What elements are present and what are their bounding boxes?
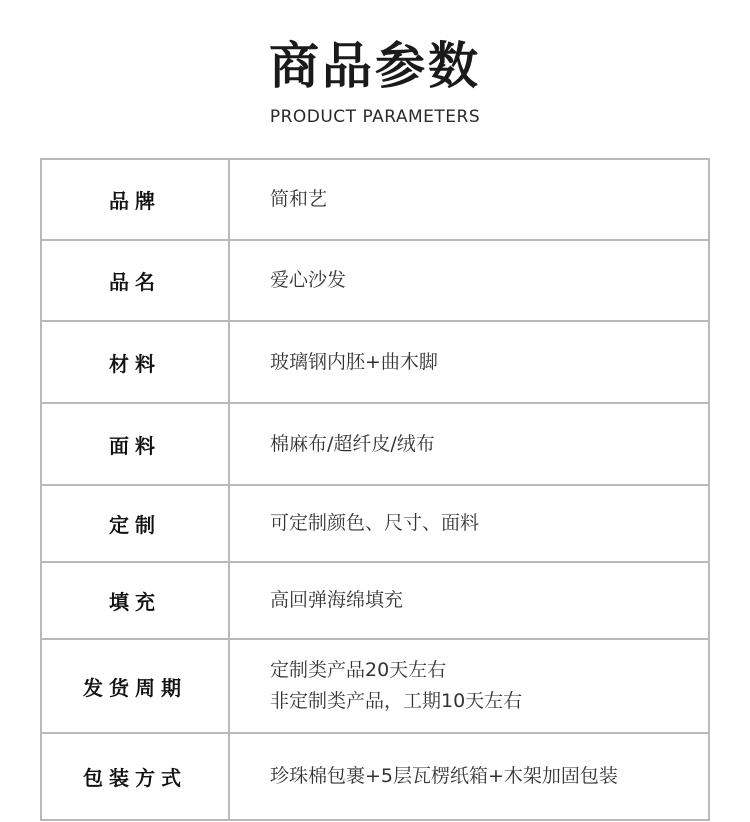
- param-value: [229, 321, 709, 403]
- param-value-line: 非定制类产品，工期10天左右: [270, 690, 523, 712]
- param-row-shipping-cycle: [41, 639, 709, 733]
- param-row-packaging: [41, 733, 709, 820]
- param-value-line: 珍珠棉包裹+5层瓦楞纸箱+木架加固包装: [270, 765, 618, 787]
- param-label: 品名: [41, 240, 229, 321]
- param-row-filling: [41, 562, 709, 639]
- param-label: 填充: [41, 562, 229, 639]
- param-label: 定制: [41, 485, 229, 562]
- param-value-line: 简和艺: [270, 188, 328, 210]
- param-value-line: 棉麻布/超纤皮/绒布: [270, 432, 435, 455]
- param-value-line: 定制类产品20天左右: [270, 659, 447, 681]
- param-value: [229, 240, 709, 321]
- param-value: [229, 485, 709, 562]
- param-value: [229, 639, 709, 733]
- param-label: 面料: [41, 403, 229, 485]
- param-row-material: [41, 321, 709, 403]
- param-value-line: 高回弹海绵填充: [270, 589, 404, 611]
- param-value: [229, 403, 709, 485]
- param-value: [229, 733, 709, 820]
- param-label: 材料: [41, 321, 229, 403]
- param-value: [229, 562, 709, 639]
- page-title: 商品参数: [269, 37, 481, 95]
- page-header: [0, 34, 750, 128]
- page-subtitle: PRODUCT PARAMETERS: [269, 107, 481, 127]
- param-value-line: 可定制颜色、尺寸、面料: [270, 512, 480, 534]
- param-row-brand: [41, 159, 709, 240]
- param-value-line: 玻璃钢内胚+曲木脚: [270, 350, 438, 373]
- param-row-customization: [41, 485, 709, 562]
- param-label: 发货周期: [41, 639, 229, 733]
- param-row-fabric: [41, 403, 709, 485]
- param-label: 品牌: [41, 159, 229, 240]
- param-row-product-name: [41, 240, 709, 321]
- param-label: 包装方式: [41, 733, 229, 820]
- product-parameters-table: [40, 158, 710, 821]
- param-value: [229, 159, 709, 240]
- param-value-line: 爱心沙发: [270, 269, 347, 291]
